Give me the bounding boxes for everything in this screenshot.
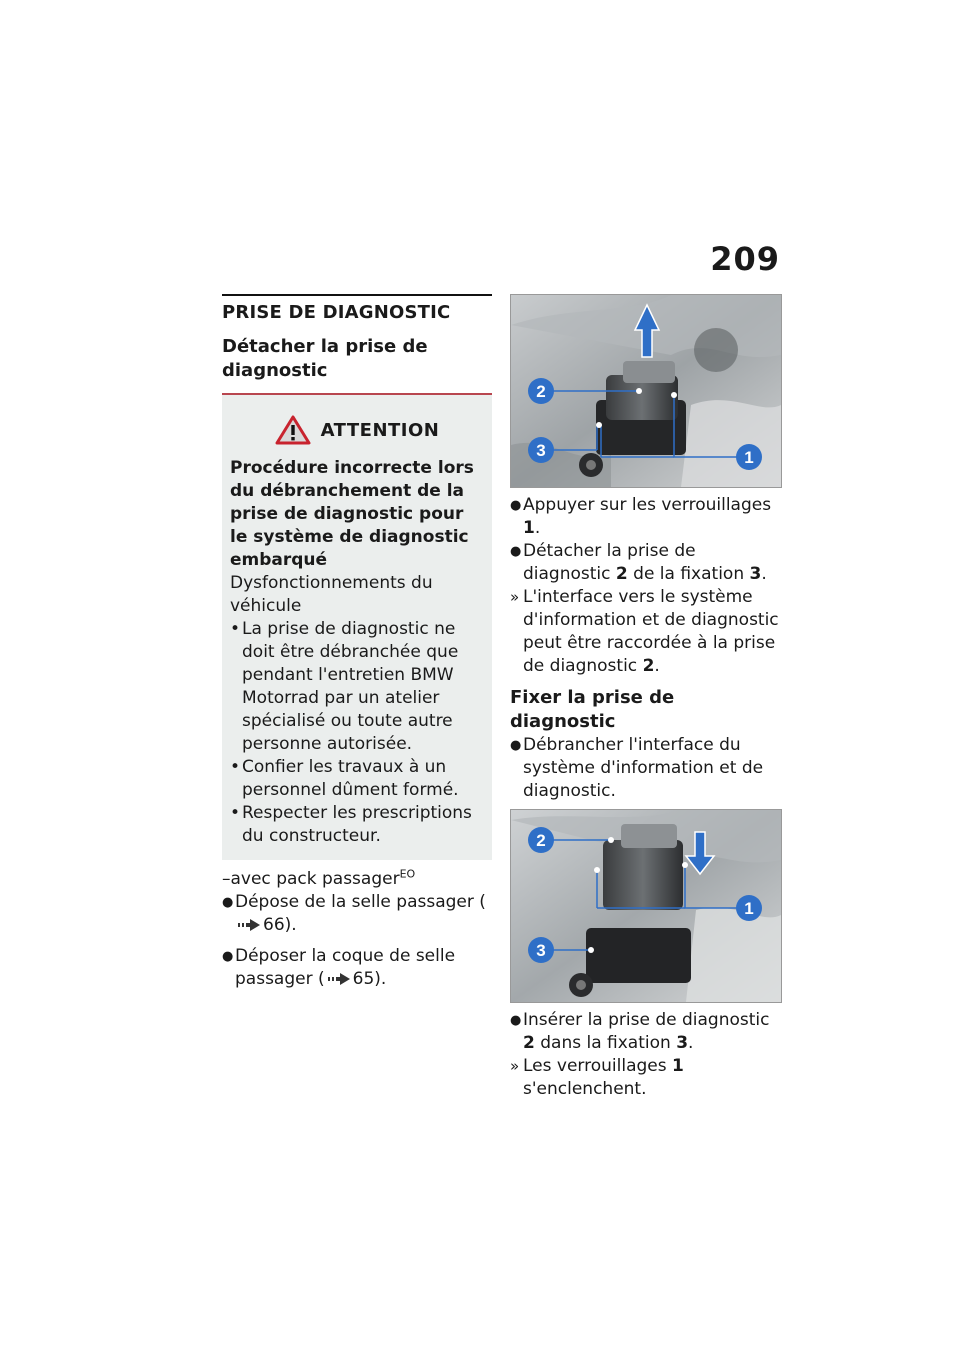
figure-attach-diagnostic-plug [510, 809, 782, 1003]
step-text: . [688, 1033, 694, 1053]
step-bullet-icon: ● [510, 498, 522, 513]
step-bullet-icon: ● [222, 895, 234, 910]
warning-bullet: • Confier les travaux à un personnel dûment formé. [230, 756, 484, 802]
step-item [510, 540, 782, 586]
step-text: . [761, 564, 767, 584]
result-marker-icon: » [510, 588, 520, 606]
condition-text: –avec pack passager [222, 869, 400, 889]
warning-header [230, 415, 484, 445]
sub-title-detach: Détacher la prise de diagnostic [222, 336, 428, 381]
step-bullet-icon: ● [510, 738, 522, 753]
result-marker-icon: » [510, 1057, 520, 1075]
step-bullet-icon: ● [510, 544, 522, 559]
step-ref-number: 3 [749, 564, 762, 584]
warning-box [222, 395, 492, 860]
diagnostic-plug-photo-2 [511, 810, 781, 1002]
step-ref-number: 2 [523, 1033, 535, 1053]
section-title: PRISE DE DIAGNOSTIC [222, 302, 451, 323]
step-text: Insérer la prise de diagnostic [523, 1010, 770, 1030]
step-item [510, 734, 782, 803]
step-item [510, 1009, 782, 1055]
step-item [510, 494, 782, 540]
result-text: L'interface vers le système d'information et de diagnostic peut être raccordée à la prise de diagnostic [523, 587, 779, 676]
step-bullet-icon: ● [222, 949, 234, 964]
step-text: Débrancher l'interface du système d'information et de diagnostic. [523, 735, 764, 801]
section-rule [222, 294, 492, 296]
warning-triangle-icon [275, 415, 311, 445]
warning-consequence: Dysfonctionnements du véhicule [230, 573, 433, 616]
sub-title-attach: Fixer la prise de diagnostic [510, 687, 675, 732]
page-reference[interactable]: 65 [352, 969, 375, 989]
warning-heading: Procédure incorrecte lors du débranchement de la prise de diagnostic pour le système de diagnostic embarqué [230, 458, 474, 570]
result-item [510, 1055, 782, 1101]
left-column [222, 294, 492, 991]
callout-label: 2 [536, 831, 546, 850]
step-text: Détacher la prise de diagnostic [523, 541, 696, 584]
step-text: dans la fixation [534, 1033, 677, 1053]
callout-label: 2 [536, 382, 546, 401]
warning-label: ATTENTION [320, 419, 440, 441]
result-text: Les verrouillages [523, 1056, 672, 1076]
warning-bullet: • Respecter les prescriptions du constructeur. [230, 802, 484, 848]
page-reference-arrow-icon [238, 919, 260, 931]
page-number: 209 [710, 240, 780, 278]
diagnostic-plug-photo-1 [511, 295, 781, 487]
result-text: s'enclenchent. [523, 1079, 647, 1099]
step-ref-number: 1 [672, 1056, 684, 1076]
step-text: Appuyer sur les verrouillages [523, 495, 772, 515]
step-item [222, 945, 492, 991]
step-ref-number: 2 [615, 564, 628, 584]
warning-bullet: • La prise de diagnostic ne doit être débranchée que pendant l'entretien BMW Motorrad par un atelier spécialisé ou toute autre personne autorisée. [230, 618, 484, 756]
figure-detach-diagnostic-plug [510, 294, 782, 488]
step-text-end: ). [284, 915, 297, 935]
result-text: . [654, 656, 660, 676]
step-item [222, 891, 492, 937]
step-text: de la fixation [627, 564, 750, 584]
step-ref-number: 3 [676, 1033, 689, 1053]
step-text: . [534, 518, 541, 538]
step-text-end: ). [374, 969, 387, 989]
condition-sup: EO [399, 867, 416, 881]
step-ref-number: 2 [642, 656, 655, 676]
condition-line [222, 868, 492, 891]
step-text: Déposer la coque de selle passager ( [235, 946, 456, 989]
page-reference-arrow-icon [328, 973, 350, 985]
step-bullet-icon: ● [510, 1013, 522, 1028]
callout-label: 3 [536, 941, 546, 960]
callout-label: 1 [744, 899, 754, 918]
result-item [510, 586, 782, 678]
warning-bullets [230, 618, 484, 848]
callout-label: 3 [536, 441, 546, 460]
right-column [510, 294, 782, 1101]
step-text: Dépose de la selle passager ( [235, 892, 486, 912]
step-ref-number: 1 [523, 518, 535, 538]
page-reference[interactable]: 66 [263, 915, 285, 935]
callout-label: 1 [744, 448, 754, 467]
